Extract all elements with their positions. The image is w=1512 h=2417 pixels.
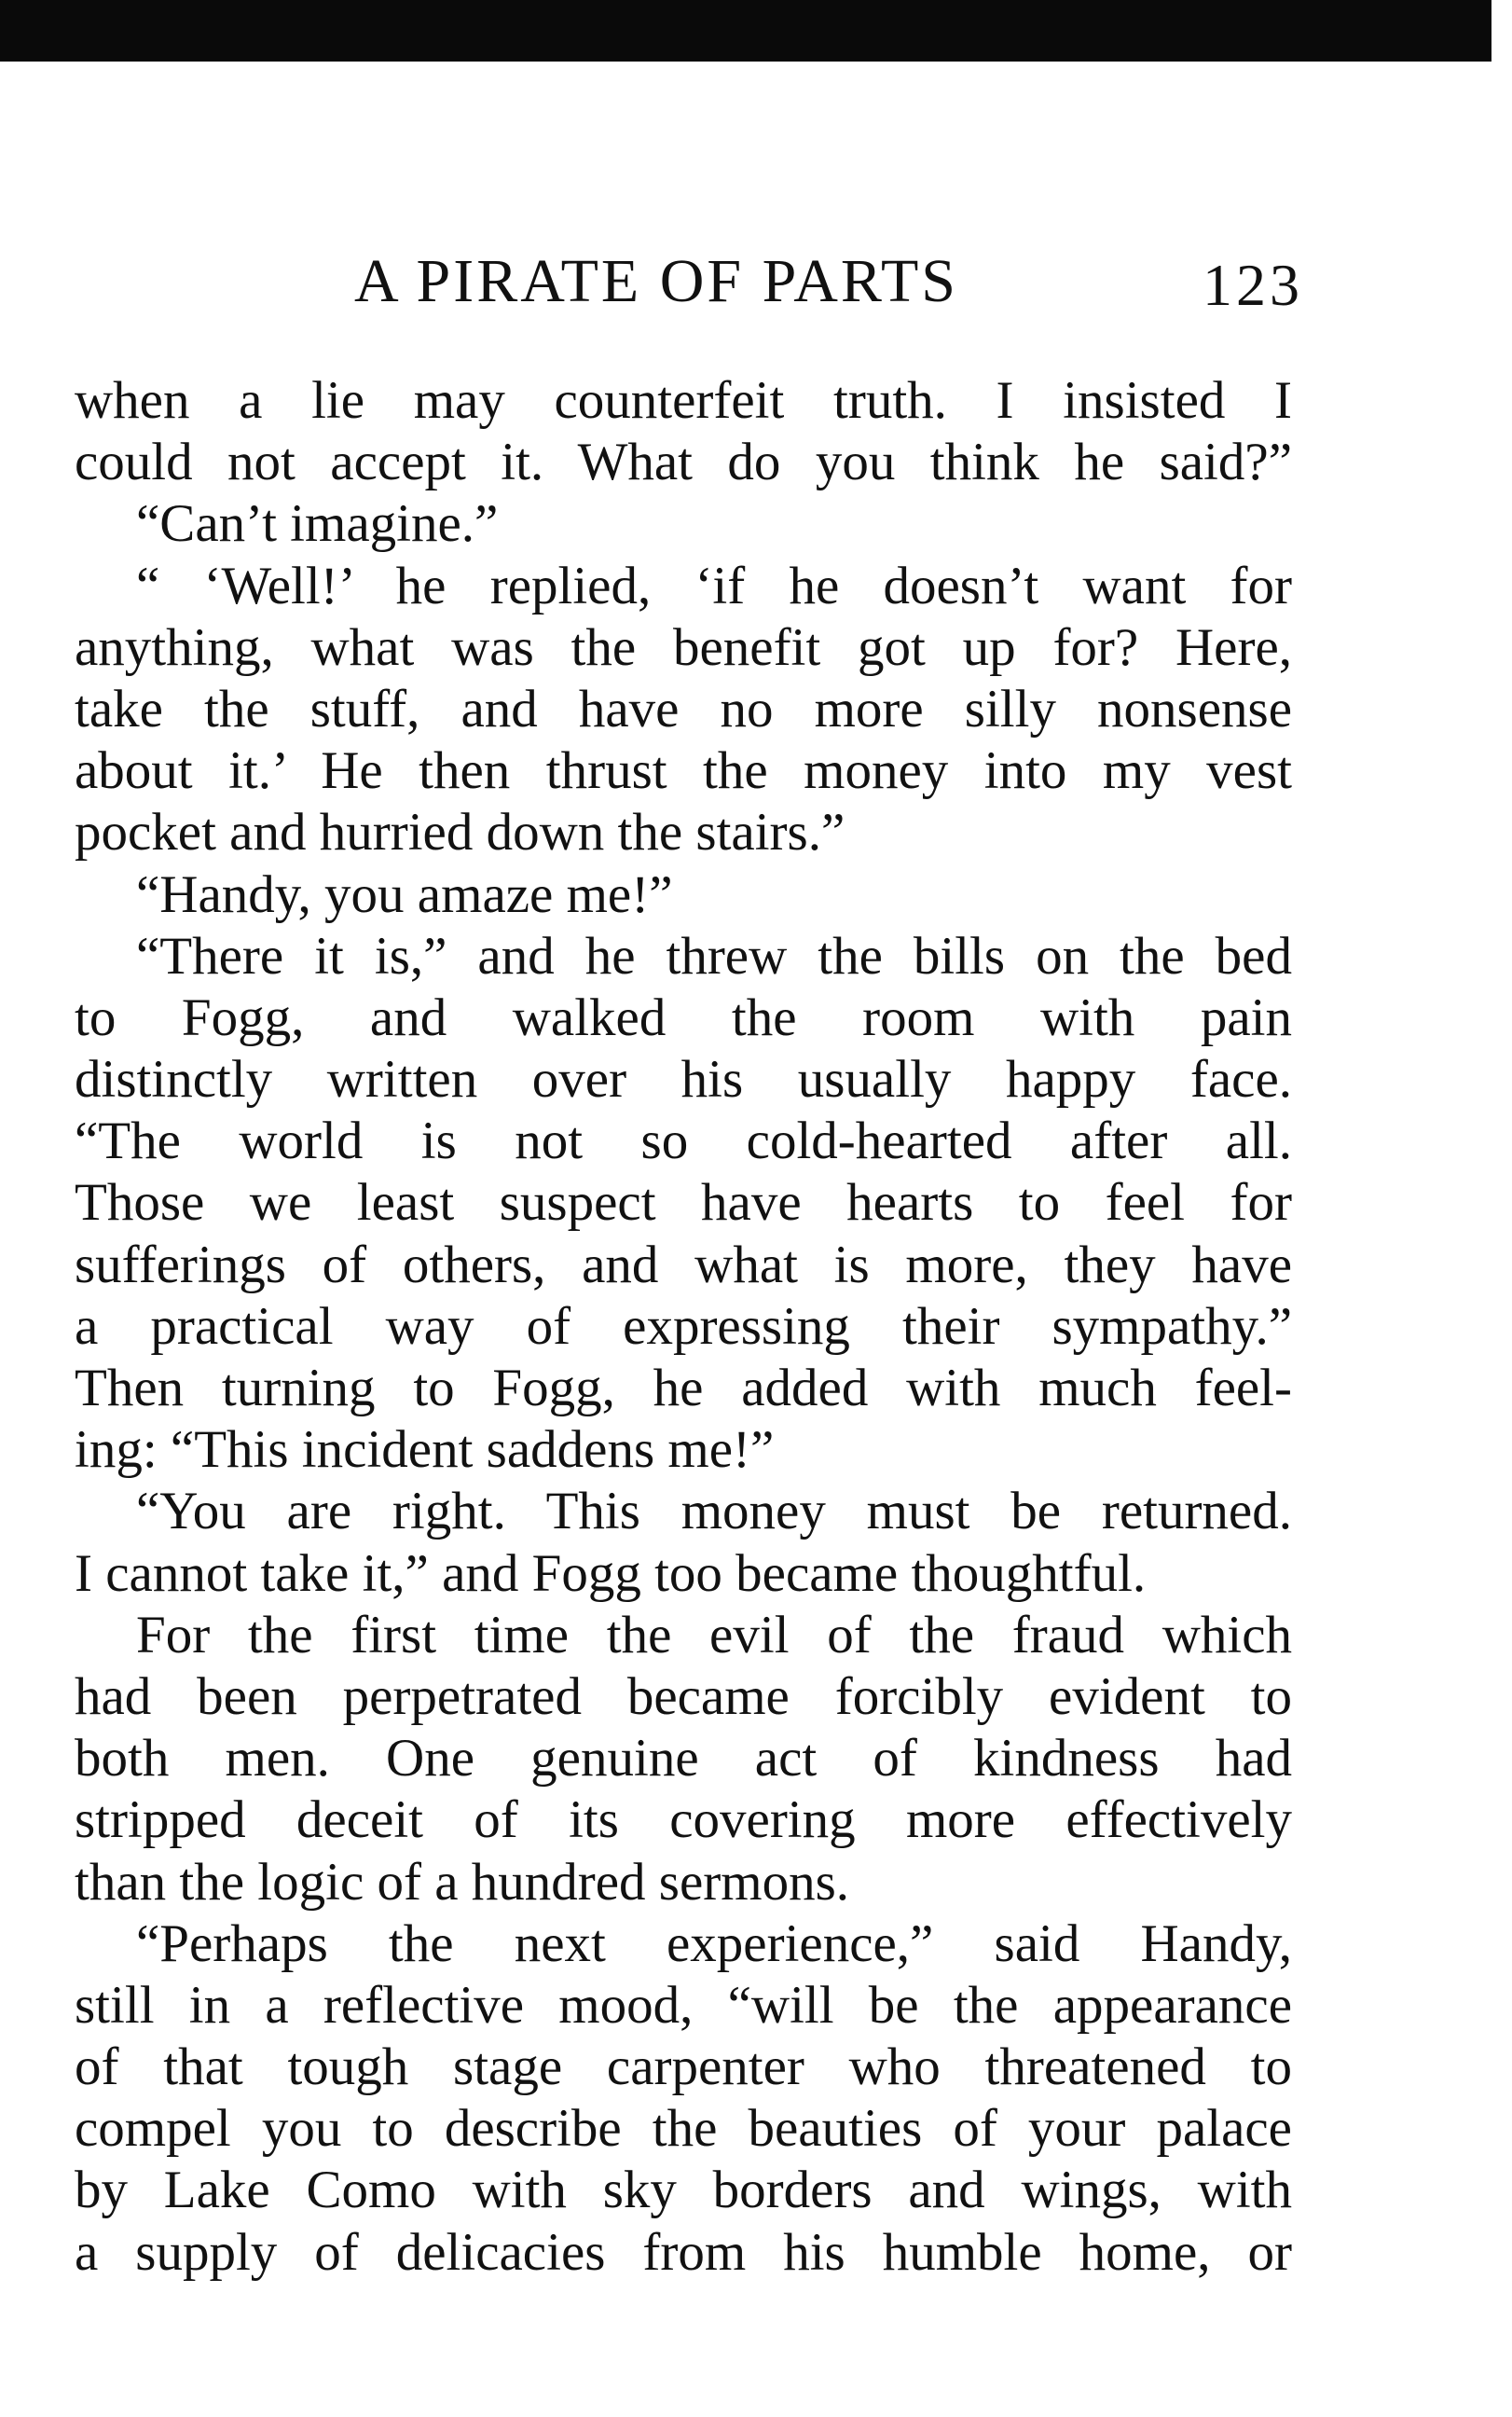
body-text (75, 370, 1292, 2284)
text-line: about it.’ He then thrust the money into my vest (75, 741, 1292, 801)
text-line: “Perhaps the next experience,” said Handy, (136, 1913, 1292, 1973)
text-line: take the stuff, and have no more silly nonsense (75, 679, 1292, 739)
text-line: “You are right. This money must be returned. (136, 1482, 1292, 1541)
text-line: sufferings of others, and what is more, they have (75, 1235, 1292, 1294)
text-line: Those we least suspect have hearts to feel for (75, 1173, 1292, 1233)
page-number: 123 (1203, 252, 1303, 318)
text-line: both men. One genuine act of kindness had (75, 1729, 1292, 1789)
running-header (0, 244, 1512, 328)
text-line: had been perpetrated became forcibly evident to (75, 1666, 1292, 1726)
text-line: I cannot take it,” and Fogg too became thoughtful. (75, 1543, 1147, 1603)
text-line: compel you to describe the beauties of your palace (75, 2099, 1292, 2159)
text-line: anything, what was the benefit got up for? Here, (75, 617, 1292, 677)
text-line: when a lie may counterfeit truth. I insisted I (75, 371, 1292, 430)
top-scan-bar (0, 0, 1491, 62)
text-line: to Fogg, and walked the room with pain (75, 988, 1292, 1047)
text-line: “The world is not so cold-hearted after all. (75, 1112, 1292, 1171)
text-line: ing: “This incident saddens me!” (75, 1420, 775, 1480)
text-line: distinctly written over his usually happy face. (75, 1050, 1292, 1110)
text-line: could not accept it. What do you think he said?” (75, 433, 1292, 492)
text-line: pocket and hurried down the stairs.” (75, 803, 845, 863)
running-title: A PIRATE OF PARTS (354, 247, 958, 315)
text-line: Then turning to Fogg, he added with much feel- (75, 1359, 1292, 1417)
text-line: than the logic of a hundred sermons. (75, 1852, 850, 1912)
text-line: “ ‘Well!’ he replied, ‘if he doesn’t want for (136, 556, 1292, 615)
text-line: of that tough stage carpenter who threatened to (75, 2037, 1292, 2097)
text-line: “Can’t imagine.” (136, 494, 499, 554)
text-line: For the first time the evil of the fraud which (136, 1605, 1292, 1664)
text-line: “Handy, you amaze me!” (136, 864, 673, 924)
text-line: a practical way of expressing their sympathy.” (75, 1296, 1292, 1356)
text-line: still in a reflective mood, “will be the appearance (75, 1975, 1292, 2035)
text-line: “There it is,” and he threw the bills on the bed (136, 926, 1292, 986)
text-line: a supply of delicacies from his humble home, or (75, 2222, 1292, 2282)
text-line: by Lake Como with sky borders and wings, with (75, 2161, 1292, 2220)
text-line: stripped deceit of its covering more effectively (75, 1790, 1292, 1850)
